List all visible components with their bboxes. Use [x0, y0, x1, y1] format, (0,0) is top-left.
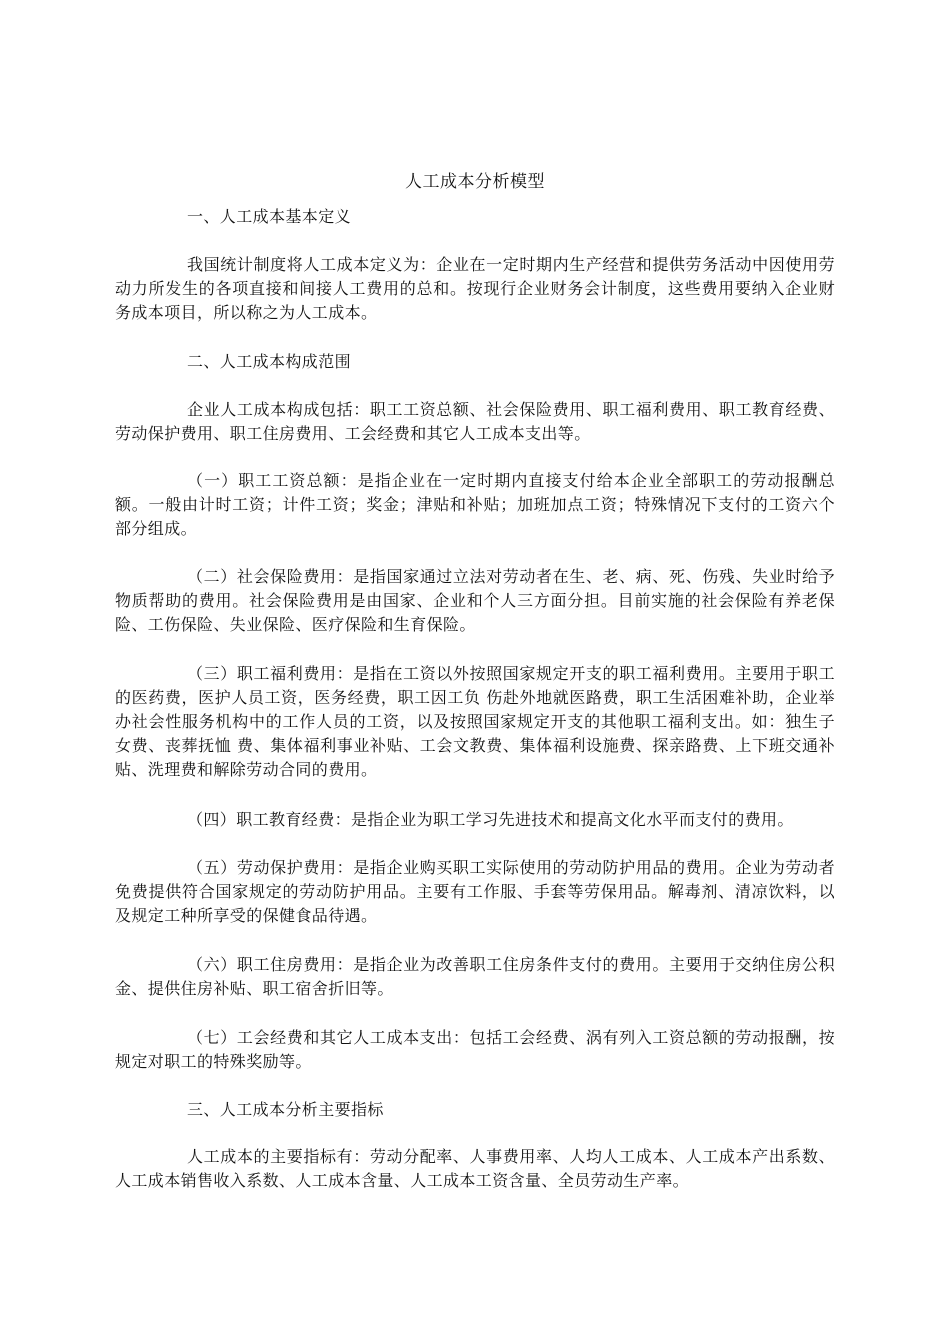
paragraph-item-5: （五）劳动保护费用：是指企业购买职工实际使用的劳动防护用品的费用。企业为劳动者免费提供符合国家规定的劳动防护用品。主要有工作服、手套等劳保用品。解毒剂、清凉饮料，以及规定工种所享受的保健食品待遇。	[115, 858, 835, 925]
paragraph-indicators: 人工成本的主要指标有：劳动分配率、人事费用率、人均人工成本、人工成本产出系数、人工成本销售收入系数、人工成本含量、人工成本工资含量、全员劳动生产率。	[115, 1147, 835, 1190]
paragraph-item-3: （三）职工福利费用：是指在工资以外按照国家规定开支的职工福利费用。主要用于职工的医药费，医护人员工资，医务经费，职工因工负 伤赴外地就医路费，职工生活困难补助，企业举办社会性服务机构中的工作人员的工资，以及按照国家规定开支的其他职工福利支出。如：独生子女费、丧葬抚恤 费、集体福利事业补贴、工会文教费、集体福利设施费、探亲路费、上下班交通补贴、洗理费和解除劳动合同的费用。	[115, 664, 835, 779]
paragraph-item-1: （一）职工工资总额：是指企业在一定时期内直接支付给本企业全部职工的劳动报酬总额。一般由计时工资；计件工资；奖金；津贴和补贴；加班加点工资；特殊情况下支付的工资六个部分组成。	[115, 471, 835, 538]
paragraph-item-7: （七）工会经费和其它人工成本支出：包括工会经费、涡有列入工资总额的劳动报酬，按规定对职工的特殊奖励等。	[115, 1028, 835, 1071]
paragraph-composition: 企业人工成本构成包括：职工工资总额、社会保险费用、职工福利费用、职工教育经费、劳动保护费用、职工住房费用、工会经费和其它人工成本支出等。	[115, 400, 835, 443]
section-heading-1: 一、人工成本基本定义	[187, 207, 352, 226]
paragraph-item-6: （六）职工住房费用：是指企业为改善职工住房条件支付的费用。主要用于交纳住房公积金、提供住房补贴、职工宿舍折旧等。	[115, 955, 835, 998]
paragraph-item-2: （二）社会保险费用：是指国家通过立法对劳动者在生、老、病、死、伤残、失业时给予物质帮助的费用。社会保险费用是由国家、企业和个人三方面分担。目前实施的社会保险有养老保险、工伤保险、失业保险、医疗保险和生育保险。	[115, 567, 835, 634]
section-heading-2: 二、人工成本构成范围	[187, 352, 352, 371]
document-title: 人工成本分析模型	[405, 172, 545, 192]
section-heading-3: 三、人工成本分析主要指标	[187, 1100, 384, 1119]
paragraph-definition: 我国统计制度将人工成本定义为：企业在一定时期内生产经营和提供劳务活动中因使用劳动力所发生的各项直接和间接人工费用的总和。按现行企业财务会计制度，这些费用要纳入企业财务成本项目，所以称之为人工成本。	[115, 255, 835, 322]
paragraph-item-4: （四）职工教育经费：是指企业为职工学习先进技术和提高文化水平而支付的费用。	[187, 810, 794, 829]
